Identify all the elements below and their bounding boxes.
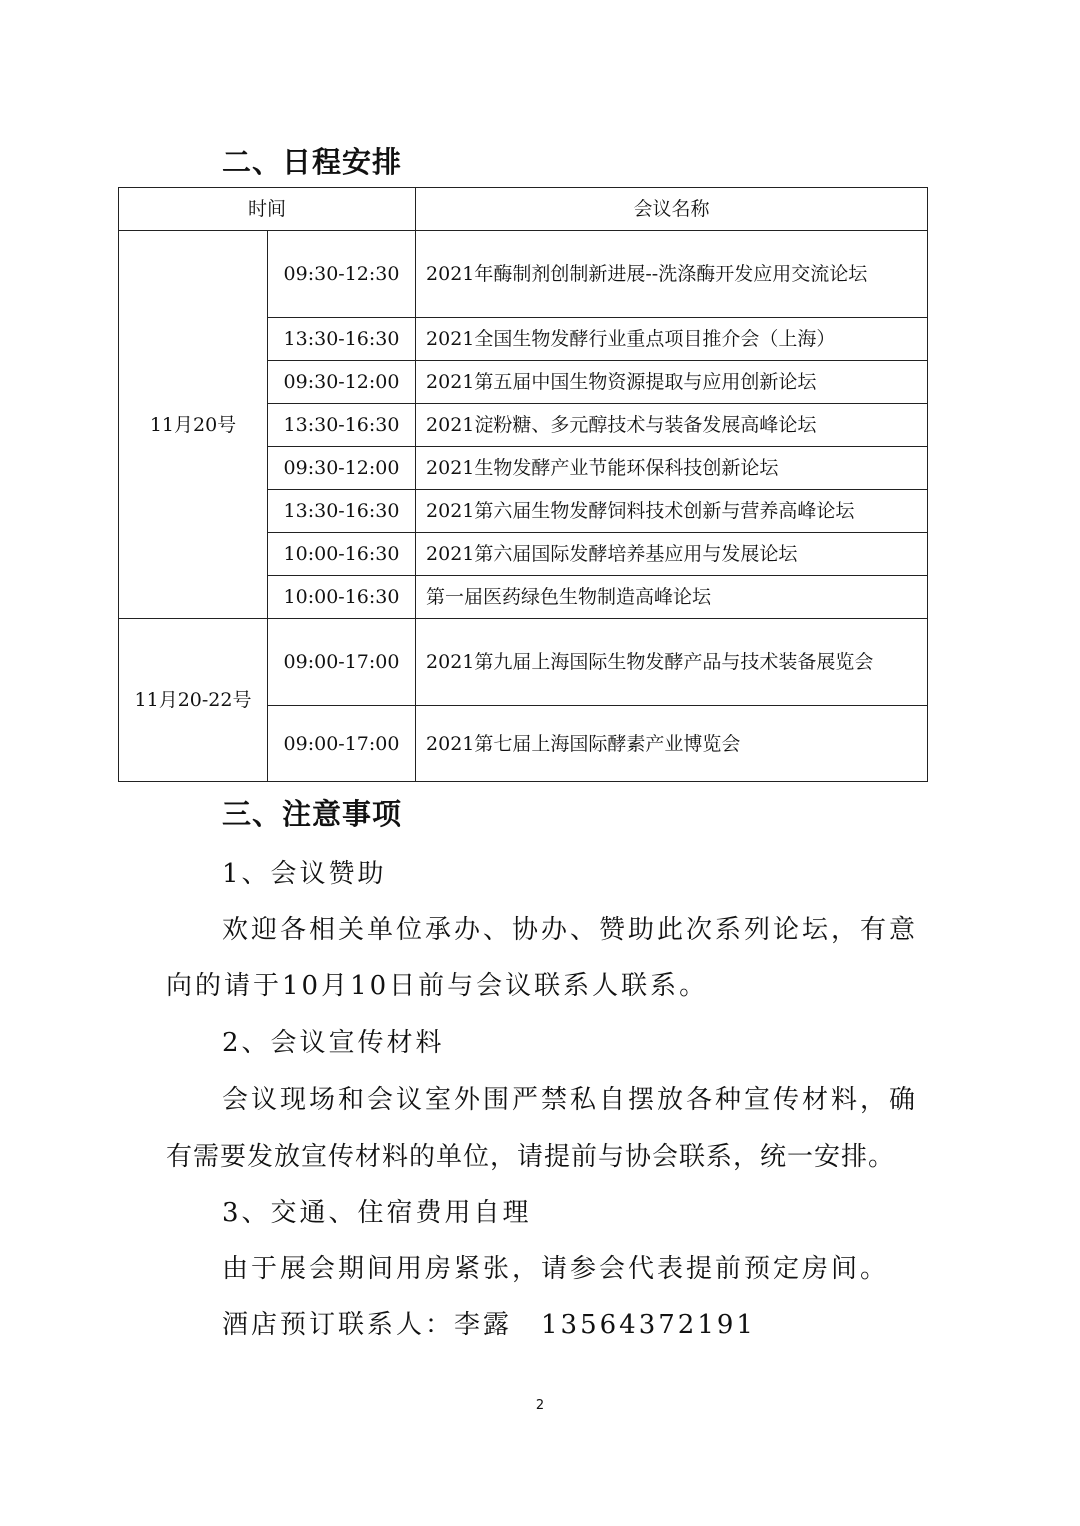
meeting-name-cell: 2021年酶制剂创制新进展--洗涤酶开发应用交流论坛 <box>416 231 928 318</box>
date-cell: 11月20-22号 <box>119 619 268 782</box>
meeting-name-cell: 第一届医药绿色生物制造高峰论坛 <box>416 576 928 619</box>
page-number: 2 <box>535 1398 545 1413</box>
section-title-schedule: 二、日程安排 <box>222 145 403 179</box>
item2-title: 2、会议宣传材料 <box>222 1028 445 1058</box>
item3-title: 3、交通、住宿费用自理 <box>222 1198 532 1228</box>
hotel-contact: 酒店预订联系人：李露 13564372191 <box>222 1310 756 1340</box>
header-meeting-name: 会议名称 <box>416 188 928 231</box>
meeting-name-cell: 2021第七届上海国际酵素产业博览会 <box>416 706 928 782</box>
time-cell: 10:00-16:30 <box>268 533 416 576</box>
meeting-name-cell: 2021淀粉糖、多元醇技术与装备发展高峰论坛 <box>416 404 928 447</box>
time-cell: 13:30-16:30 <box>268 490 416 533</box>
table-header-row <box>119 188 928 231</box>
meeting-name-cell: 2021第五届中国生物资源提取与应用创新论坛 <box>416 361 928 404</box>
time-cell: 09:00-17:00 <box>268 619 416 706</box>
item1-text-line1: 欢迎各相关单位承办、协办、赞助此次系列论坛，有意 <box>222 915 919 945</box>
time-cell: 10:00-16:30 <box>268 576 416 619</box>
item2-text-line2: 有需要发放宣传材料的单位，请提前与协会联系，统一安排。 <box>166 1142 896 1172</box>
item3-text-line1: 由于展会期间用房紧张，请参会代表提前预定房间。 <box>222 1254 890 1284</box>
time-cell: 13:30-16:30 <box>268 404 416 447</box>
item2-text-line1: 会议现场和会议室外围严禁私自摆放各种宣传材料，确 <box>222 1085 919 1115</box>
schedule-table <box>118 187 928 782</box>
table-row <box>119 231 928 318</box>
table-row <box>119 619 928 706</box>
meeting-name-cell: 2021第六届生物发酵饲料技术创新与营养高峰论坛 <box>416 490 928 533</box>
meeting-name-cell: 2021生物发酵产业节能环保科技创新论坛 <box>416 447 928 490</box>
section-title-notes: 三、注意事项 <box>222 797 403 831</box>
meeting-name-cell: 2021第九届上海国际生物发酵产品与技术装备展览会 <box>416 619 928 706</box>
meeting-name-cell: 2021全国生物发酵行业重点项目推介会（上海） <box>416 318 928 361</box>
meeting-name-cell: 2021第六届国际发酵培养基应用与发展论坛 <box>416 533 928 576</box>
time-cell: 09:00-17:00 <box>268 706 416 782</box>
header-time: 时间 <box>119 188 416 231</box>
time-cell: 09:30-12:00 <box>268 361 416 404</box>
item1-text-line2: 向的请于10月10日前与会议联系人联系。 <box>166 971 709 1001</box>
time-cell: 13:30-16:30 <box>268 318 416 361</box>
time-cell: 09:30-12:00 <box>268 447 416 490</box>
date-cell: 11月20号 <box>119 231 268 619</box>
time-cell: 09:30-12:30 <box>268 231 416 318</box>
item1-title: 1、会议赞助 <box>222 859 387 889</box>
